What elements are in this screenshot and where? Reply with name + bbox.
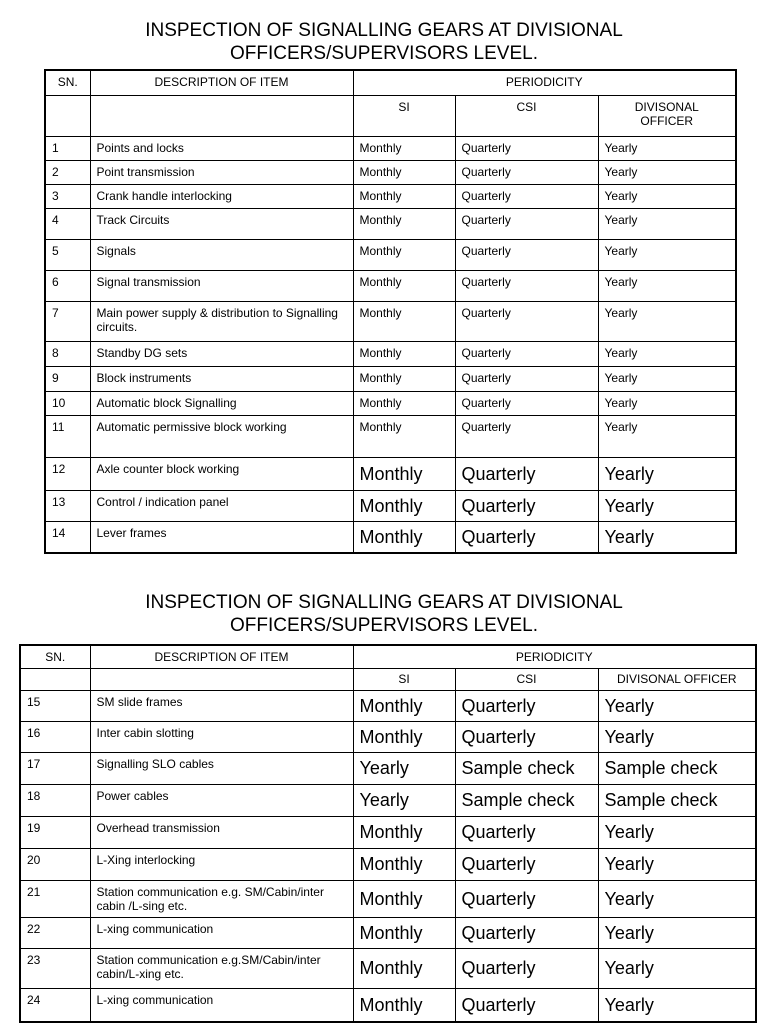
row-description: Power cables xyxy=(90,784,353,816)
row-csi: Quarterly xyxy=(455,136,598,160)
row-divisional-officer: Yearly xyxy=(598,521,736,553)
section2-title-line2: OFFICERS/SUPERVISORS LEVEL. xyxy=(230,615,538,636)
row-description: Station communication e.g.SM/Cabin/inter cabin/L-xing etc. xyxy=(90,948,353,988)
table-row xyxy=(45,160,736,184)
row-si: Monthly xyxy=(353,988,455,1022)
row-sn: 4 xyxy=(45,208,90,239)
row-sn: 22 xyxy=(20,917,90,948)
description-header: DESCRIPTION OF ITEM xyxy=(90,70,353,95)
row-si: Monthly xyxy=(353,521,455,553)
table-row xyxy=(20,752,756,784)
row-divisional-officer: Yearly xyxy=(598,490,736,521)
section2-table xyxy=(19,644,757,1023)
sn-header: SN. xyxy=(20,645,90,668)
csi-header: CSI xyxy=(455,95,598,136)
row-csi: Quarterly xyxy=(455,184,598,208)
row-description: Automatic block Signalling xyxy=(90,391,353,415)
row-csi: Sample check xyxy=(455,752,598,784)
divisional-officer-header-line1: DIVISONAL xyxy=(634,99,699,114)
table-row xyxy=(45,521,736,553)
si-header: SI xyxy=(353,95,455,136)
row-description: Track Circuits xyxy=(90,208,353,239)
row-si: Monthly xyxy=(353,341,455,366)
row-sn: 13 xyxy=(45,490,90,521)
row-sn: 10 xyxy=(45,391,90,415)
row-csi: Quarterly xyxy=(455,917,598,948)
row-sn: 8 xyxy=(45,341,90,366)
row-divisional-officer: Sample check xyxy=(598,752,756,784)
row-csi: Quarterly xyxy=(455,721,598,752)
row-description: Signalling SLO cables xyxy=(90,752,353,784)
row-csi: Quarterly xyxy=(455,391,598,415)
si-header: SI xyxy=(353,668,455,690)
row-divisional-officer: Yearly xyxy=(598,208,736,239)
row-description: Lever frames xyxy=(90,521,353,553)
row-csi: Quarterly xyxy=(455,490,598,521)
row-sn: 14 xyxy=(45,521,90,553)
row-divisional-officer: Yearly xyxy=(598,366,736,391)
row-description: Axle counter block working xyxy=(90,457,353,490)
table-row xyxy=(45,415,736,457)
row-si: Monthly xyxy=(353,816,455,848)
table-row xyxy=(20,721,756,752)
divisional-officer-header: DIVISONAL OFFICER xyxy=(598,668,756,690)
row-si: Monthly xyxy=(353,721,455,752)
row-description: Crank handle interlocking xyxy=(90,184,353,208)
table-subheader-row xyxy=(45,95,736,136)
row-divisional-officer: Yearly xyxy=(598,301,736,341)
table-header-row xyxy=(20,645,756,668)
row-description: Standby DG sets xyxy=(90,341,353,366)
table-row xyxy=(20,690,756,721)
row-si: Monthly xyxy=(353,136,455,160)
table-row xyxy=(45,391,736,415)
row-divisional-officer: Yearly xyxy=(598,415,736,457)
table-row xyxy=(20,816,756,848)
row-divisional-officer: Yearly xyxy=(598,917,756,948)
row-csi: Quarterly xyxy=(455,239,598,270)
row-description: Signal transmission xyxy=(90,270,353,301)
table-row xyxy=(20,880,756,917)
row-si: Monthly xyxy=(353,270,455,301)
row-description: Point transmission xyxy=(90,160,353,184)
row-csi: Quarterly xyxy=(455,521,598,553)
table-row xyxy=(45,457,736,490)
row-sn: 17 xyxy=(20,752,90,784)
row-sn: 15 xyxy=(20,690,90,721)
row-si: Monthly xyxy=(353,848,455,880)
row-si: Monthly xyxy=(353,391,455,415)
row-divisional-officer: Sample check xyxy=(598,784,756,816)
row-sn: 6 xyxy=(45,270,90,301)
row-si: Monthly xyxy=(353,917,455,948)
csi-header: CSI xyxy=(455,668,598,690)
table-subheader-row xyxy=(20,668,756,690)
table-row xyxy=(45,208,736,239)
row-si: Yearly xyxy=(353,752,455,784)
row-si: Monthly xyxy=(353,948,455,988)
row-divisional-officer: Yearly xyxy=(598,391,736,415)
row-divisional-officer: Yearly xyxy=(598,721,756,752)
row-csi: Quarterly xyxy=(455,301,598,341)
section1-table xyxy=(44,69,737,554)
section1-title-line1: INSPECTION OF SIGNALLING GEARS AT DIVISIONAL xyxy=(145,20,623,41)
row-description: Signals xyxy=(90,239,353,270)
row-sn: 18 xyxy=(20,784,90,816)
row-sn: 16 xyxy=(20,721,90,752)
row-divisional-officer: Yearly xyxy=(598,880,756,917)
section2-title xyxy=(0,591,768,637)
row-description: Block instruments xyxy=(90,366,353,391)
sn-subheader-blank xyxy=(20,668,90,690)
row-csi: Quarterly xyxy=(455,415,598,457)
table-row xyxy=(45,270,736,301)
row-si: Yearly xyxy=(353,784,455,816)
row-sn: 20 xyxy=(20,848,90,880)
row-divisional-officer: Yearly xyxy=(598,160,736,184)
row-csi: Quarterly xyxy=(455,848,598,880)
row-csi: Quarterly xyxy=(455,816,598,848)
row-description: Control / indication panel xyxy=(90,490,353,521)
row-description: Station communication e.g. SM/Cabin/inter cabin /L-sing etc. xyxy=(90,880,353,917)
row-si: Monthly xyxy=(353,415,455,457)
row-divisional-officer: Yearly xyxy=(598,988,756,1022)
table-header-row xyxy=(45,70,736,95)
row-divisional-officer: Yearly xyxy=(598,136,736,160)
sn-header: SN. xyxy=(45,70,90,95)
table-row xyxy=(45,136,736,160)
periodicity-header: PERIODICITY xyxy=(353,645,756,668)
row-csi: Quarterly xyxy=(455,160,598,184)
row-divisional-officer: Yearly xyxy=(598,948,756,988)
row-sn: 11 xyxy=(45,415,90,457)
row-si: Monthly xyxy=(353,490,455,521)
row-sn: 5 xyxy=(45,239,90,270)
row-sn: 7 xyxy=(45,301,90,341)
row-sn: 3 xyxy=(45,184,90,208)
section1-title-line2: OFFICERS/SUPERVISORS LEVEL. xyxy=(230,43,538,64)
row-description: Points and locks xyxy=(90,136,353,160)
table-row xyxy=(45,184,736,208)
row-description: L-Xing interlocking xyxy=(90,848,353,880)
row-csi: Quarterly xyxy=(455,988,598,1022)
table-row xyxy=(20,988,756,1022)
row-description: Overhead transmission xyxy=(90,816,353,848)
row-description: L-xing communication xyxy=(90,917,353,948)
row-csi: Quarterly xyxy=(455,208,598,239)
table-row xyxy=(20,917,756,948)
table-row xyxy=(45,341,736,366)
row-csi: Quarterly xyxy=(455,366,598,391)
row-si: Monthly xyxy=(353,457,455,490)
row-si: Monthly xyxy=(353,184,455,208)
description-subheader-blank xyxy=(90,668,353,690)
row-description: L-xing communication xyxy=(90,988,353,1022)
row-divisional-officer: Yearly xyxy=(598,816,756,848)
row-csi: Quarterly xyxy=(455,690,598,721)
row-si: Monthly xyxy=(353,160,455,184)
row-divisional-officer: Yearly xyxy=(598,341,736,366)
row-csi: Quarterly xyxy=(455,457,598,490)
row-csi: Quarterly xyxy=(455,270,598,301)
row-si: Monthly xyxy=(353,880,455,917)
description-subheader-blank xyxy=(90,95,353,136)
row-sn: 9 xyxy=(45,366,90,391)
section2-title-line1: INSPECTION OF SIGNALLING GEARS AT DIVISIONAL xyxy=(145,592,623,613)
table-row xyxy=(45,490,736,521)
table-row xyxy=(20,948,756,988)
row-sn: 23 xyxy=(20,948,90,988)
row-sn: 12 xyxy=(45,457,90,490)
row-si: Monthly xyxy=(353,301,455,341)
divisional-officer-header xyxy=(598,95,736,136)
row-divisional-officer: Yearly xyxy=(598,270,736,301)
row-sn: 21 xyxy=(20,880,90,917)
row-sn: 19 xyxy=(20,816,90,848)
table-row xyxy=(45,239,736,270)
row-divisional-officer: Yearly xyxy=(598,848,756,880)
table-row xyxy=(20,848,756,880)
row-divisional-officer: Yearly xyxy=(598,239,736,270)
row-description: SM slide frames xyxy=(90,690,353,721)
row-si: Monthly xyxy=(353,366,455,391)
sn-subheader-blank xyxy=(45,95,90,136)
row-sn: 24 xyxy=(20,988,90,1022)
row-description: Automatic permissive block working xyxy=(90,415,353,457)
table-row xyxy=(20,784,756,816)
row-csi: Sample check xyxy=(455,784,598,816)
row-csi: Quarterly xyxy=(455,341,598,366)
table-row xyxy=(45,301,736,341)
row-si: Monthly xyxy=(353,239,455,270)
table-row xyxy=(45,366,736,391)
description-header: DESCRIPTION OF ITEM xyxy=(90,645,353,668)
row-sn: 2 xyxy=(45,160,90,184)
periodicity-header: PERIODICITY xyxy=(353,70,736,95)
row-sn: 1 xyxy=(45,136,90,160)
row-divisional-officer: Yearly xyxy=(598,690,756,721)
row-csi: Quarterly xyxy=(455,880,598,917)
row-description: Main power supply & distribution to Signalling circuits. xyxy=(90,301,353,341)
section1-title xyxy=(0,19,768,65)
row-csi: Quarterly xyxy=(455,948,598,988)
row-divisional-officer: Yearly xyxy=(598,457,736,490)
row-divisional-officer: Yearly xyxy=(598,184,736,208)
row-description: Inter cabin slotting xyxy=(90,721,353,752)
row-si: Monthly xyxy=(353,690,455,721)
divisional-officer-header-line2: OFFICER xyxy=(640,113,694,128)
row-si: Monthly xyxy=(353,208,455,239)
